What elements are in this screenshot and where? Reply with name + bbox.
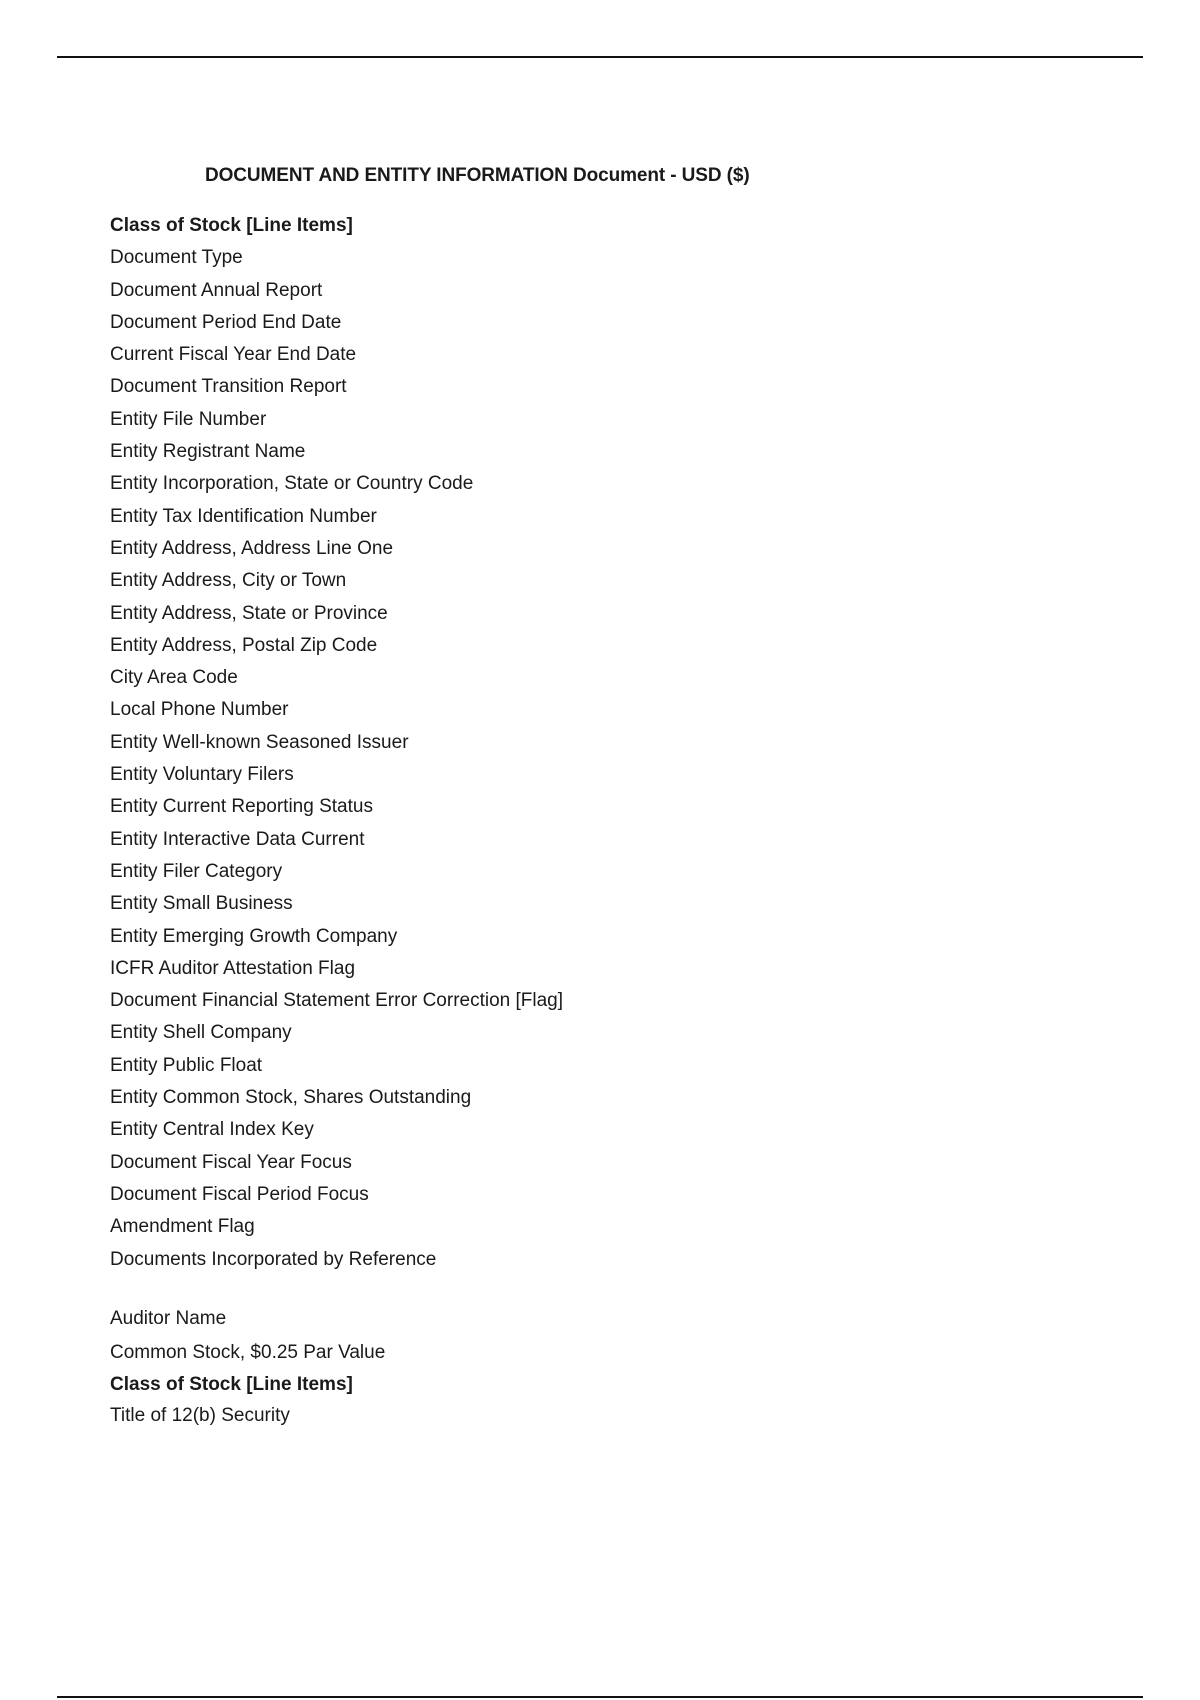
document-title: DOCUMENT AND ENTITY INFORMATION Document - USD ($): [205, 165, 750, 186]
line-item-document-type: Document Type: [110, 247, 243, 269]
line-item-entity-registrant-name: Entity Registrant Name: [110, 441, 306, 463]
line-item-central-index-key: Entity Central Index Key: [110, 1119, 314, 1141]
line-item-filer-category: Entity Filer Category: [110, 860, 283, 882]
line-item-fiscal-period-focus: Document Fiscal Period Focus: [110, 1183, 369, 1205]
line-item-city-area-code: City Area Code: [110, 667, 238, 689]
section-header: Class of Stock [Line Items]: [110, 215, 353, 236]
line-item-documents-incorporated: Documents Incorporated by Reference: [110, 1248, 437, 1270]
line-item-amendment-flag: Amendment Flag: [110, 1216, 255, 1238]
line-item-address-city: Entity Address, City or Town: [110, 570, 347, 592]
line-item-icfr-auditor-attestation: ICFR Auditor Attestation Flag: [110, 957, 356, 979]
line-item-shares-outstanding: Entity Common Stock, Shares Outstanding: [110, 1087, 472, 1109]
line-item-current-fiscal-year-end-date: Current Fiscal Year End Date: [110, 344, 357, 366]
line-item-small-business: Entity Small Business: [110, 893, 293, 915]
line-item-entity-tax-id: Entity Tax Identification Number: [110, 505, 377, 527]
line-item-common-stock: Common Stock, $0.25 Par Value: [110, 1342, 386, 1363]
trailing-items-list: [110, 1305, 385, 1432]
line-item-address-line-one: Entity Address, Address Line One: [110, 537, 394, 559]
line-item-fiscal-year-focus: Document Fiscal Year Focus: [110, 1151, 352, 1173]
line-item-well-known-seasoned-issuer: Entity Well-known Seasoned Issuer: [110, 731, 409, 753]
line-item-security-title: Title of 12(b) Security: [110, 1405, 290, 1426]
line-item-document-transition-report: Document Transition Report: [110, 376, 347, 398]
line-item-error-correction-flag: Document Financial Statement Error Correction [Flag]: [110, 990, 564, 1012]
line-item-local-phone-number: Local Phone Number: [110, 699, 289, 721]
section-header-2: Class of Stock [Line Items]: [110, 1374, 353, 1395]
line-item-shell-company: Entity Shell Company: [110, 1022, 292, 1044]
line-item-document-annual-report: Document Annual Report: [110, 279, 323, 301]
line-item-auditor-name: Auditor Name: [110, 1308, 227, 1329]
line-item-interactive-data-current: Entity Interactive Data Current: [110, 828, 365, 850]
line-item-address-state: Entity Address, State or Province: [110, 602, 388, 624]
line-item-voluntary-filers: Entity Voluntary Filers: [110, 764, 294, 786]
line-item-document-period-end-date: Document Period End Date: [110, 311, 342, 333]
line-item-public-float: Entity Public Float: [110, 1054, 263, 1076]
line-item-emerging-growth-company: Entity Emerging Growth Company: [110, 925, 398, 947]
bottom-rule: [57, 1696, 1143, 1698]
line-items-list: [110, 212, 563, 1278]
line-item-current-reporting-status: Entity Current Reporting Status: [110, 796, 373, 818]
line-item-address-zip: Entity Address, Postal Zip Code: [110, 634, 378, 656]
top-rule: [57, 56, 1143, 58]
line-item-entity-file-number: Entity File Number: [110, 408, 267, 430]
line-item-entity-incorporation-code: Entity Incorporation, State or Country Code: [110, 473, 474, 495]
